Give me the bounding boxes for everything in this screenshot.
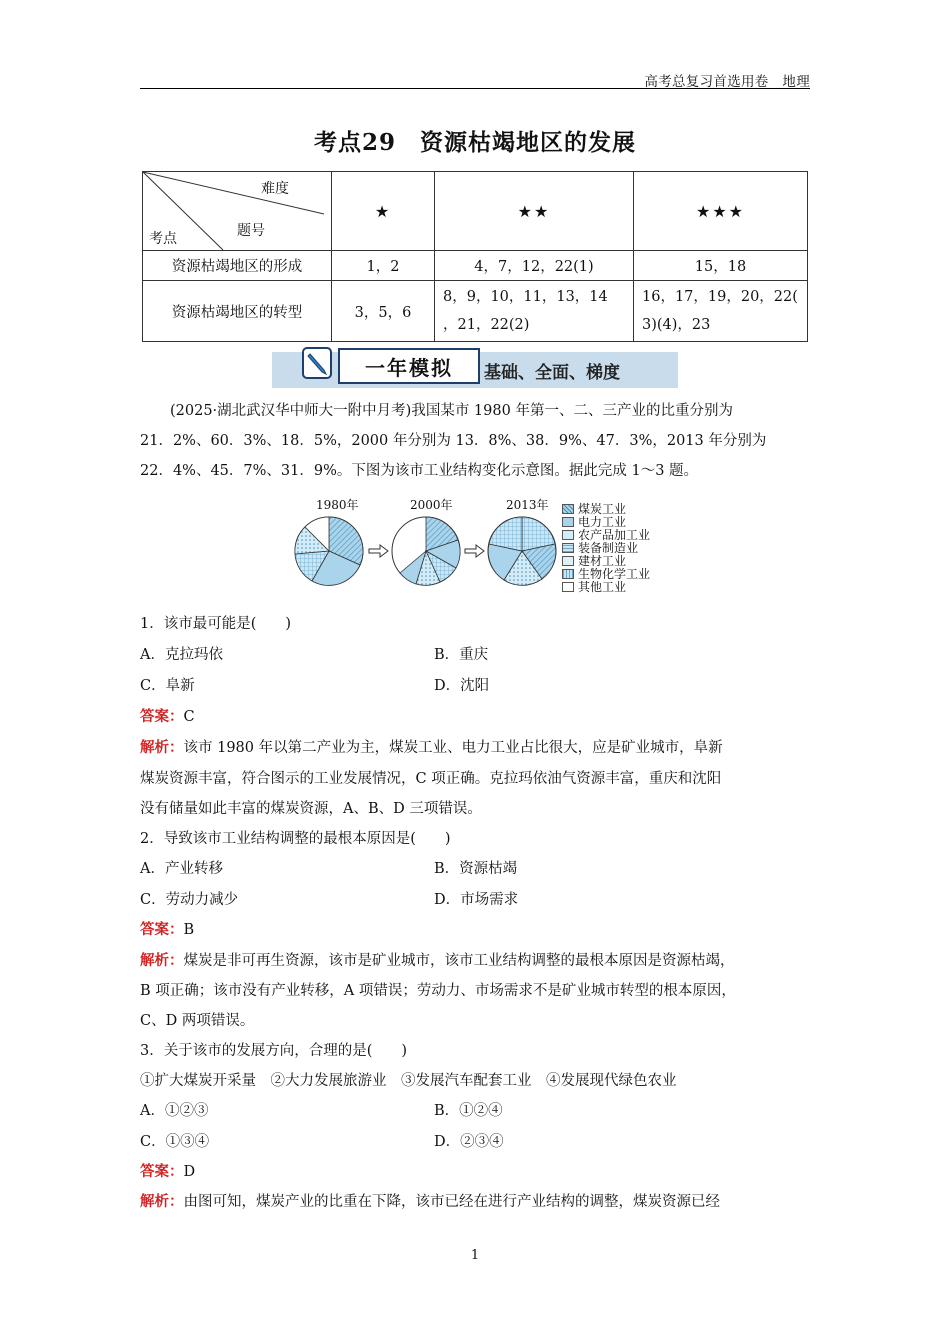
level-2-line-2: ，21，22(2)	[443, 317, 530, 333]
arrow-icon	[465, 545, 484, 557]
page-header: 高考总复习首选用卷 地理	[644, 74, 810, 90]
q2-answer: 答案：B	[140, 921, 195, 938]
intro-line-2: 21．2%、60．3%、18．5%，2000 年分别为 13．8%、38．9%、47．3%，2013 年分别为	[140, 433, 767, 449]
table-row	[143, 251, 808, 281]
topic-cell: 资源枯竭地区的转型	[143, 281, 332, 342]
intro-line-3: 22．4%、45．7%、31．9%。下图为该市工业结构变化示意图。据此完成 1～3 题。	[140, 463, 699, 479]
pie-charts	[292, 494, 562, 600]
legend-item: 其他工业	[562, 578, 626, 595]
q1-option-c: C．阜新	[140, 678, 195, 694]
diag-label-topic: 考点	[149, 231, 177, 247]
banner-tab: 一年模拟	[338, 348, 480, 384]
page-number: 1	[470, 1248, 480, 1263]
page-title: 考点29 资源枯竭地区的发展	[313, 129, 636, 156]
level-2-line-1: 8，9，10，11，13，14	[443, 289, 608, 305]
q2-option-d: D．市场需求	[434, 892, 519, 908]
level-3-cell: 15，18	[634, 251, 808, 281]
pie-1980	[295, 517, 363, 585]
arrow-icon	[369, 545, 388, 557]
pie-2013	[488, 517, 556, 585]
level-3-line-1: 16，17，19，20，22(	[642, 289, 798, 305]
q2-option-b: B．资源枯竭	[434, 861, 518, 877]
legend-item: 电力工业	[562, 513, 626, 530]
q2-analysis-2: B 项正确；该市没有产业转移，A 项错误；劳动力、市场需求不是矿业城市转型的根本原因，	[140, 983, 736, 999]
difficulty-table	[142, 171, 808, 342]
q1-stem: 1．该市最可能是( )	[140, 616, 292, 632]
level-2-header: ★★	[435, 172, 634, 251]
q3-answer: 答案：D	[140, 1163, 196, 1180]
q3-option-c: C．①③④	[140, 1134, 210, 1150]
level-3-header: ★★★	[634, 172, 808, 251]
q1-answer: 答案：C	[140, 708, 195, 725]
intro-line-1: (2025·湖北武汉华中师大一附中月考)我国某市 1980 年第一、二、三产业的比重分别为	[170, 403, 733, 419]
level-3-line-2: 3)(4)，23	[642, 317, 711, 333]
legend-item: 生物化学工业	[562, 565, 650, 582]
level-1-cell: 3，5，6	[332, 281, 435, 342]
legend-item: 装备制造业	[562, 539, 638, 556]
q2-option-c: C．劳动力减少	[140, 892, 239, 908]
header-rule	[140, 88, 810, 89]
section-banner	[272, 352, 678, 388]
q2-analysis-1: 解析：煤炭是非可再生资源，该市是矿业城市，该市工业结构调整的最根本原因是资源枯竭，	[140, 952, 735, 969]
legend-item: 煤炭工业	[562, 500, 626, 517]
diagonal-header-cell	[143, 172, 332, 251]
q3-option-a: A．①②③	[140, 1103, 209, 1119]
banner-subtitle: 基础、全面、梯度	[484, 363, 620, 383]
pie-2000	[392, 517, 460, 585]
diag-label-question: 题号	[237, 223, 265, 239]
q1-option-b: B．重庆	[434, 647, 489, 663]
q2-analysis-3: C、D 两项错误。	[140, 1013, 255, 1029]
diag-label-difficulty: 难度	[261, 181, 289, 197]
table-row	[143, 281, 808, 342]
q3-stem: 3．关于该市的发展方向，合理的是( )	[140, 1043, 408, 1059]
level-2-cell: 4，7，12，22(1)	[435, 251, 634, 281]
q3-option-d: D．②③④	[434, 1134, 504, 1150]
q1-analysis-1: 解析：该市 1980 年以第二产业为主，煤炭工业、电力工业占比很大，应是矿业城市，阜新	[140, 739, 723, 756]
q1-analysis-3: 没有储量如此丰富的煤炭资源，A、B、D 三项错误。	[140, 801, 482, 817]
q3-option-b: B．①②④	[434, 1103, 503, 1119]
year-label-1980: 1980年	[316, 498, 359, 512]
pencil-icon	[302, 346, 332, 380]
q1-option-d: D．沈阳	[434, 678, 490, 694]
legend-item: 农产品加工业	[562, 526, 650, 543]
year-label-2000: 2000年	[410, 498, 453, 512]
q3-analysis-1: 解析：由图可知，煤炭产业的比重在下降，该市已经在进行产业结构的调整，煤炭资源已经	[140, 1193, 720, 1210]
q1-analysis-2: 煤炭资源丰富，符合图示的工业发展情况，C 项正确。克拉玛依油气资源丰富，重庆和沈阳	[140, 771, 722, 787]
q2-stem: 2．导致该市工业结构调整的最根本原因是( )	[140, 831, 451, 847]
year-label-2013: 2013年	[506, 498, 549, 512]
q3-statements: ①扩大煤炭开采量 ②大力发展旅游业 ③发展汽车配套工业 ④发展现代绿色农业	[140, 1073, 677, 1089]
topic-cell: 资源枯竭地区的形成	[143, 251, 332, 281]
q1-option-a: A．克拉玛依	[140, 647, 223, 663]
level-1-cell: 1，2	[332, 251, 435, 281]
q2-option-a: A．产业转移	[140, 861, 223, 877]
level-3-cell	[634, 281, 808, 342]
legend-item: 建材工业	[562, 552, 626, 569]
level-1-header: ★	[332, 172, 435, 251]
industry-structure-figure	[292, 494, 662, 600]
level-2-cell	[435, 281, 634, 342]
